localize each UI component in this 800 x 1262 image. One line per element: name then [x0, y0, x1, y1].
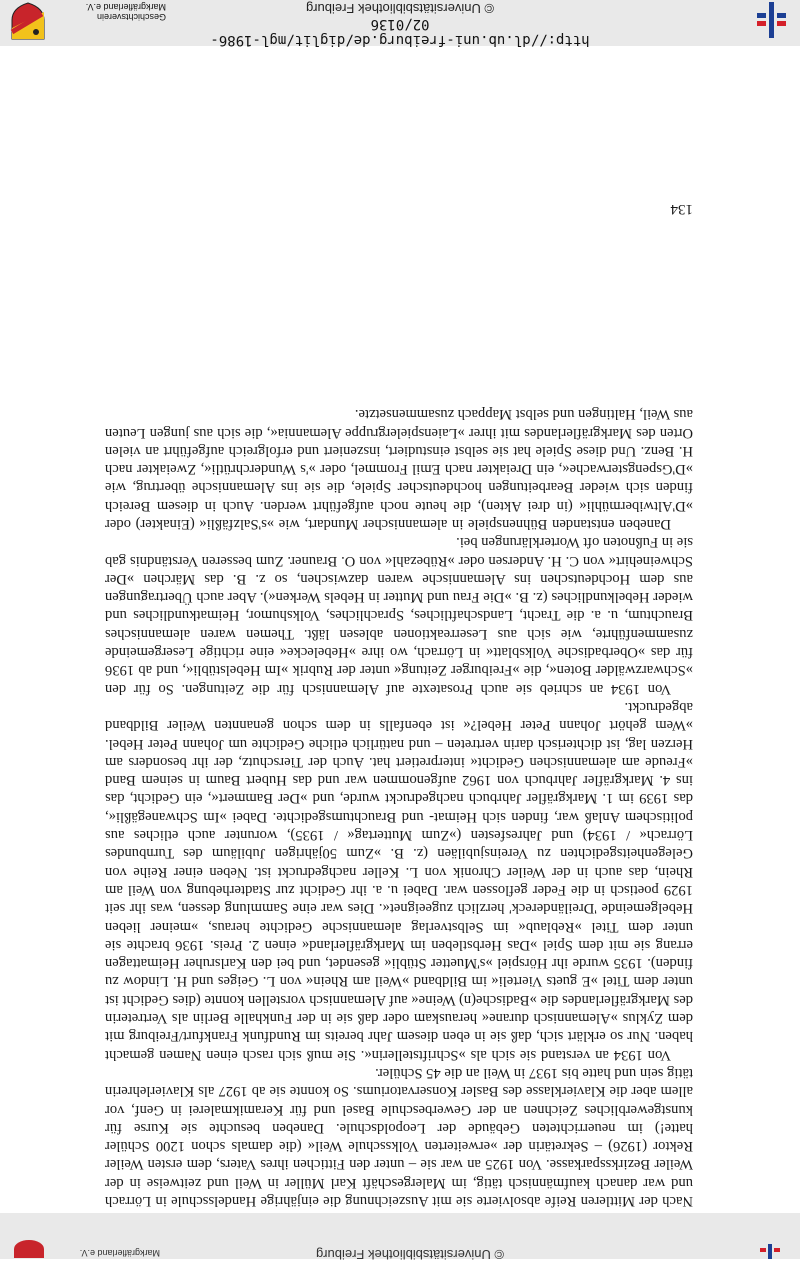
paragraph-2: Von 1934 an verstand sie sich als »Schriftstellerin«. Sie muß sich rasch einen Namen gemacht haben. Nur so erklärt sich, daß sie in eben diesem Jahr bereits im Rundfunk Frankfurt/Freiburg mit dem Zyklus »Alemannisch durane« herauskam oder daß sie in der Funkhalle Berlin als Vertreterin des Markgräflerlandes die »Badische(n) Weine« auf Alemannisch vorstellen konnte (dies Gedicht ist unter dem Titel »E guets Vierteli« im Bildband »Weil am Rhein« von L. Geiges und H. Lindow zu finden). 1935 wurde ihr Hörspiel »s'Muetter Stübli« gesendet, und bei den Karlsruher Heimattagen errang sie mit dem Spiel »Das Herbstleben im Markgräflerland« einen 2. Preis. 1936 brachte sie unter dem Titel »Reblaub« im Selbstverlag alemannische Gedichte heraus, »meiner lieben Hebelgemeinde 'Dreiländereck' herzlich zugeeignet«. Dies war eine Sammlung dessen, was ihr seit 1929 poetisch in die Feder geflossen war. Dabei u. a. ihr Gedicht zur Stadterhebung von Weil am Rhein, das auch in der Weiler Chronik von L. Keller nachgedruckt ist. Neben einer Reihe von Gelegenheitsgedichten zu Vereinsjubiläen (z. B. »Zum 50jährigen Jubiläum des Turnbundes Lörrach« / 1934) und Jahresfesten (»Zum Muttertag« / 1935), worunter auch etliches aus politischem Anlaß war, finden sich Heimat- und Brauchtumsgedichte. Dabei »Im Schwanegäßli«, das 1939 im 1. Markgräfler Jahrbuch nachgedruckt wurde, und »Der Bammert«, ein Gedicht, das ins 4. Markgräfler Jahrbuch von 1962 aufgenommen war und das Hubert Baum in seinem Band »Freude am alemannischen Gedicht« interpretiert hat. Auch der Tierschutz, der ihr besonders am Herzen lag, ist dichterisch darin vertreten – und natürlich etliche Gedichte um Johann Peter Hebel. »Wem gehört Johann Peter Hebel?« ist ebenfalls in dem schon genannten Weiler Bildband abgedruckt.: [105, 698, 693, 1063]
paragraph-4: Daneben entstanden Bühnenspiele in alemannischer Mundart, wie »s'Salzfäßli« (Einakter) oder »D'Altwibermühli« (in drei Akten), die heute noch aufgeführt werden. Auch in diesem Bereich finden sich wieder Bearbeitungen hochdeutscher Spiele, die sie ins Alemannische übertrug, wie »D'Gspengsterwache«, ein Dreiakter nach Emil Frommel, oder »'s Wunderchrütli«, Zweiakter nach H. Benz. Und diese Spiele hat sie selbst einstudiert, inszeniert und erfolgreich aufgeführt an vielen Orten des Markgräflerlandes mit ihrer »Laienspielergruppe Alemannia«, die sich aus jungen Leuten aus Weil, Haltingen und selbst Mappach zusammensetzte.: [105, 406, 693, 533]
footer-university-logo-icon: [760, 1244, 780, 1259]
footer-coat-of-arms-icon: [14, 1240, 44, 1258]
association-name: [56, 2, 166, 22]
paragraph-3: Von 1934 an schrieb sie auch Prosatexte auf Alemannisch für die Zeitungen. So für den »Schwarzwälder Boten«, die »Freiburger Zeitung« unter der Rubrik »Im Hebelstübli«, und ab 1936 für das »Oberbadische Volksblatt« in Lörrach, wo ihre »Hebelecke« eine richtige Lesergemeinde zusammenführte, wie sich aus Leserreaktionen ablesen läßt. Themen waren alemannisches Brauchtum, u. a. die Tracht, Landschaftliches, Sprachliches, Volkshumor, Heimatkundliches und wieder Hebelkundliches (z. B. »Die Frau und Mutter in Hebels Werken«). Aber auch Übertragungen aus dem Hochdeutschen ins Alemannische waren dazwischen, so z. B. das Märchen »Der Schweinehirt« von C. H. Andersen oder »Rübezahl« von O. Brauner. Zum besseren Verständnis gab sie in Fußnoten oft Worterklärungen bei.: [105, 534, 693, 697]
association-line-2: Markgräflerland e.V.: [85, 2, 166, 12]
university-library-logo-icon: [748, 0, 792, 40]
copyright-notice: © Universitätsbibliothek Freiburg: [305, 1, 495, 16]
coat-of-arms-icon: [8, 2, 48, 42]
footer-association-name: Markgräflerland e.V.: [79, 1248, 160, 1258]
scanned-page: [105, 200, 693, 1210]
paragraph-1: Nach der Mittleren Reife absolvierte sie mit Auszeichnung die einjährige Handelsschule in Lörrach und war danach kaufmännisch tätig, im Malergeschäft Karl Müller in Weil und zeitweise in der Weiler Bezirkssparkasse. Von 1925 an war sie – unter den Fittichen ihres Vaters, dem ersten Weiler Rektor (1926) – Sekretärin der »erweiterten Volksschule Weil« (die damals schon 1200 Schüler hatte!) im neuerrichteten Gebäude der Leopoldschule. Daneben besuchte sie Kurse für kunstgewerbliches Zeichnen an der Gewerbeschule Basel und für Keramikmalerei in Genf, vor allem aber die Klavierklasse des Basler Konservatoriums. So konnte sie ab 1927 als Klavierlehrerin tätig sein und hatte bis 1937 in Weil an die 45 Schüler.: [105, 1064, 693, 1209]
page-number: 134: [670, 201, 693, 218]
permalink-url[interactable]: http://dl.ub.uni-freiburg.de/diglit/mgl-1986-02/0136: [210, 16, 590, 48]
footer-copyright-notice: © Universitätsbibliothek Freiburg: [315, 1247, 505, 1262]
association-line-1: Geschichtsverein: [96, 12, 166, 22]
